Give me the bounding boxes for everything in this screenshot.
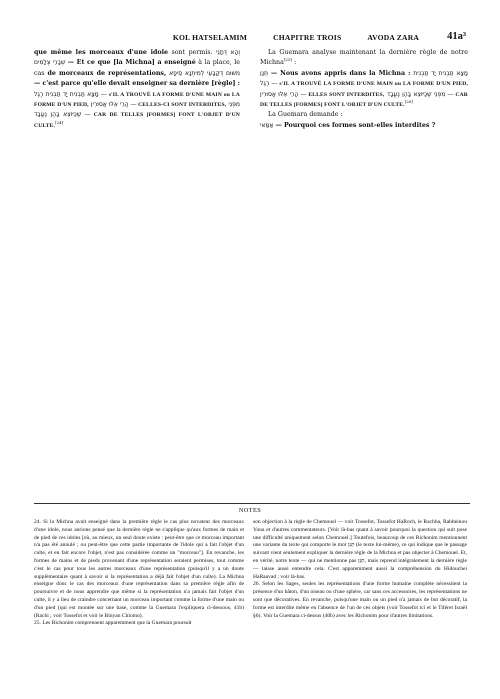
text-run: — CAR DE TELLES [FORMES] FONT L'OBJET D'UN CULTE.	[34, 112, 240, 129]
right-paragraph	[260, 121, 468, 131]
text-run: — Pourquoi ces formes sont-elles interdites ?	[275, 121, 436, 129]
notes-heading: NOTES	[238, 507, 262, 514]
text-run: de morceaux de représentations,	[47, 69, 167, 77]
hebrew-text: תְּנַן	[260, 69, 268, 77]
folio-number: 41a³	[447, 31, 466, 42]
text-run: — CAR DE TELLES [FORMES] FONT L'OBJET D'UN CULTE.	[260, 91, 468, 109]
left-paragraph	[34, 48, 240, 131]
footnote-marker: [25]	[283, 57, 293, 63]
text-run: que même les morceaux d'une idole	[34, 49, 168, 56]
hebrew-text: מִפְּנֵי שֶׁכַּיּוֹצֵא בָּהֶן נֶעֱבָד	[386, 90, 446, 98]
hebrew-text: הֲרֵי אֵלּוּ אֲסוּרִין	[260, 90, 299, 98]
tractate-title: AVODA ZARA	[367, 33, 420, 42]
note-26: 26. Selon les Sages, seules les représentations d'une forme humaine complète nécessitent la présence d'un bâton, d'un oiseau ou d'une sphère, car sans ces accessoires, les représentations ne sont que décoratives. En revanche, puisqu'une main ou un pied n'a jamais de but décoratif, la forme est interdite même en l'absence de l'un de ces objets (voir Tossefot ici et le Tiféret Israël §6). Voir la Guemara ci-dessus (40b) avec les Richonim pour d'autres limitations.	[253, 581, 467, 619]
hebrew-text: מִשּׁוּם דְּקַבָּעֵי לְמִיתְנָא סֵיפָא	[169, 69, 240, 77]
chapter-title: CHAPITRE TROIS	[273, 33, 342, 42]
text-run: — Nous avons appris dans la Michna :	[270, 69, 411, 77]
text-run: sont permis.	[171, 49, 213, 56]
text-run: La Guemara analyse maintenant la dernière règle de notre Michna	[260, 49, 468, 67]
hebrew-text: שְׁבָרֵי צְלָמִים	[34, 59, 66, 67]
text-run: — CELLES-CI SONT INTERDITES,	[130, 102, 227, 109]
hebrew-text: וְהָא דְּתָנֵי	[216, 49, 240, 56]
hebrew-text: מָצָא תַּבְנִית יָד תַּבְנִית רֶגֶל	[260, 69, 468, 88]
notes-right-column	[253, 519, 467, 620]
hebrew-text: מָצָא תַּבְנִית יָד תַּבְנִית רֶגֶל	[34, 90, 99, 98]
note-25-continued: son objection à la règle de Chemouel — voir Tossefot, Tossefot HaRoch, le Rachba, Rabbeinou Yona et d'autres commentateurs. [Voir là-bas quant à savoir pourquoi la question qui suit pose une difficulté uniquement selon Chemouel.] Toutefois, beaucoup de ces Richonim mentionnent une variante du texte qui comporte le mot תְּנַן (le texte lui-même), ce qui indique que le passage suivant vient seulement expliquer la dernière règle de la Michna et pas objecter à Chemouel. Et, en vérité, notre texte — qui ne mentionne pas תְּנַן, mais reprend intégralement la dernière règle — laisse aussi entendre cela. C'est apparemment aussi la compréhension du Hidouchei HaRaavad ; voir là-bas.	[253, 519, 468, 580]
text-run: — c'est parce qu'elle devait enseigner sa dernière [règle] :	[34, 80, 240, 88]
main-text-left-column	[34, 48, 240, 131]
text-run: — s'IL A TROUVÉ LA FORME D'UNE MAIN ou LA FORME D'UN PIED,	[34, 91, 240, 109]
hebrew-text: הֲרֵי אֵלּוּ אֲסוּרִין	[90, 101, 129, 109]
text-run: — ELLES SONT INTERDITES,	[300, 91, 385, 98]
hebrew-text: אַמַּאי	[260, 121, 274, 129]
notes-left-column	[34, 519, 244, 628]
hebrew-text: מִפְּנֵי שֶׁכַּיּוֹצֵא בָּהֶן נֶעֱבָד	[34, 101, 240, 119]
running-header	[34, 28, 466, 42]
note-24: 24. Si la Michna avait enseigné dans la première règle le cas plus novateur des morceaux d'une idole, nous aurions pensé que la dernière règle ne s'applique qu'aux formes de main et de pied de ces idoles [où, au mieux, un seul doute existe : peut-être que ce morceau important n'a pas été annulé ; ou peut-être que cette partie importante de l'idole qui a fait l'objet d'un culte, et en fait encore l'objet, n'est pas considérée comme un "morceau"]. En revanche, les formes de mains et de pieds provenant d'une représentation seraient permises, tout comme c'est le cas pour tous les autres morceaux d'une représentation (puisqu'il y a un doute supplémentaire quant à savoir si la représentation a déjà fait l'objet d'un culte). La Michna enseigne donc le cas des morceaux d'une représentation dans sa première règle afin de poursuivre et de nous apprendre que même si la représentation n'a jamais fait l'objet d'un culte, il y a lieu de craindre concernant un morceau important comme la forme d'une main ou d'un pied (qui est montée sur une base, comme la Guemara l'expliquera ci-dessous, 41b) (Rachi ; voir Tossefot et voir le Binyan Chlomo).	[34, 519, 244, 619]
text-run: à la place, le cas	[34, 59, 240, 77]
right-paragraph	[260, 48, 468, 69]
text-run: :	[292, 59, 297, 67]
right-paragraph	[260, 69, 468, 111]
notes-divider	[34, 503, 470, 504]
main-text-right-column	[260, 48, 468, 131]
text-run: — s'IL A TROUVÉ LA FORME D'UNE MAIN ou LA FORME D'UN PIED,	[271, 81, 468, 88]
text-run: — Et ce que [la Michna] a enseigné	[67, 59, 196, 67]
footnote-marker: [26]	[404, 98, 413, 104]
footnote-marker: [24]	[55, 119, 64, 125]
text-run: La Guemara demande :	[268, 111, 343, 119]
note-25: 25. Les Richonim comprennent apparemment que la Guemara poursuit	[34, 620, 192, 627]
right-paragraph	[260, 110, 468, 120]
book-title: KOL HATSELAMIM	[172, 33, 248, 42]
